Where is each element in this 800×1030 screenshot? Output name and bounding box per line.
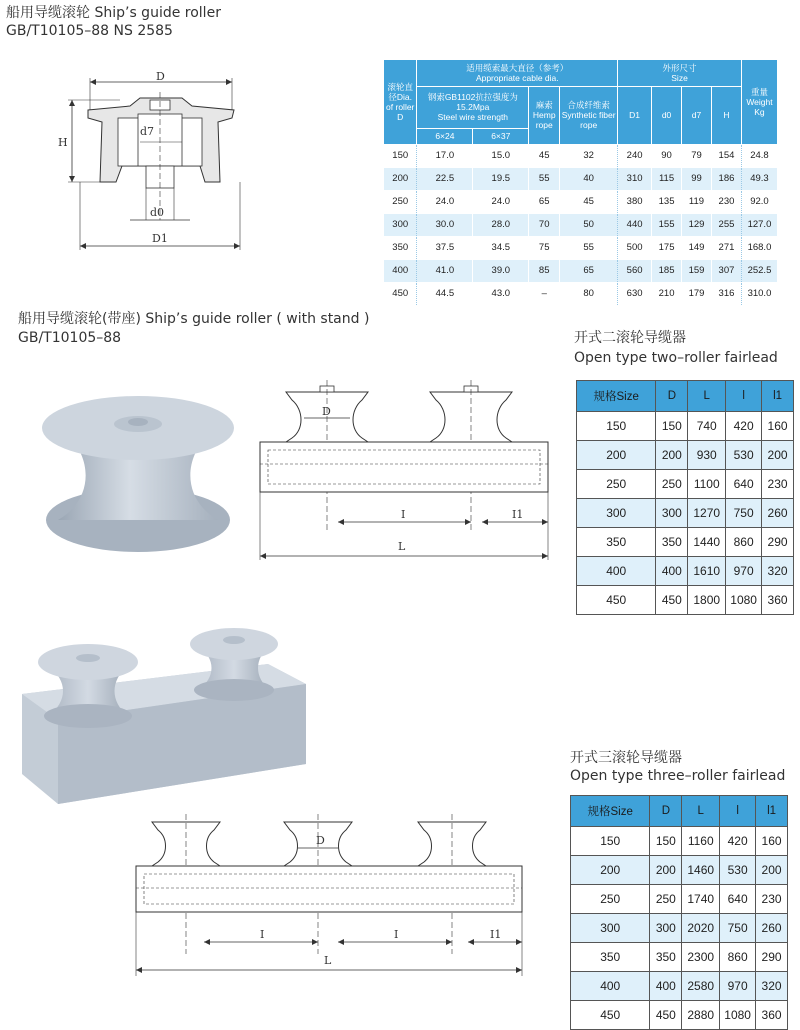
- three_roller-cell: 290: [756, 943, 788, 972]
- header-steel: [417, 86, 529, 128]
- header-steel-cn: 钢索GB1102抗拉强度为15.2Mpa: [427, 92, 518, 112]
- header-synthetic: 合成纤维索Synthetic fiber rope: [560, 86, 618, 144]
- three_roller-cell: 420: [720, 827, 756, 856]
- spec-cell: 65: [529, 190, 560, 213]
- three_roller-cell: 530: [720, 856, 756, 885]
- spec-cell: 41.0: [417, 259, 473, 282]
- three_roller-cell: 200: [571, 856, 650, 885]
- spec-cell: 19.5: [473, 167, 529, 190]
- two_roller-cell: 230: [762, 470, 794, 499]
- spec-cell: 129: [682, 213, 712, 236]
- spec-cell: 44.5: [417, 282, 473, 305]
- spec-cell: 85: [529, 259, 560, 282]
- three_roller-cell: 450: [571, 1001, 650, 1030]
- three_roller-row: [571, 856, 788, 885]
- dim-label-d7: d7: [140, 125, 155, 138]
- three_roller-row: [571, 914, 788, 943]
- two-roller-title-cn: 开式二滚轮导缆器: [574, 330, 686, 346]
- two_roller-cell: 290: [762, 528, 794, 557]
- spec-cell: 316: [711, 282, 741, 305]
- header-d7: d7: [682, 86, 712, 144]
- spec-cell: 24.0: [473, 190, 529, 213]
- three_roller-cell: 160: [756, 827, 788, 856]
- roller-3d-image: [38, 390, 238, 560]
- two_roller-cell: 250: [577, 470, 656, 499]
- three_roller-row: [571, 827, 788, 856]
- spec-cell: 230: [711, 190, 741, 213]
- two_roller-cell: 300: [577, 499, 656, 528]
- spec-cell: 127.0: [741, 213, 777, 236]
- spec-cell: 271: [711, 236, 741, 259]
- two_roller-cell: 1080: [726, 586, 762, 615]
- three-roller-title-en: Open type three–roller fairlead: [570, 768, 786, 784]
- spec-cell: 39.0: [473, 259, 529, 282]
- header-cable-group: [417, 60, 618, 86]
- header-D1: D1: [618, 86, 652, 144]
- two_roller-cell: 260: [762, 499, 794, 528]
- three_roller-header-cell: 规格Size: [571, 796, 650, 827]
- three_roller-cell: 1460: [682, 856, 720, 885]
- two_roller-cell: 160: [762, 412, 794, 441]
- spec-cell: 92.0: [741, 190, 777, 213]
- spec-cell: 115: [652, 167, 682, 190]
- spec-cell: 310.0: [741, 282, 777, 305]
- three-drawing-label-I1: I1: [490, 928, 502, 941]
- spec-cell: 155: [652, 213, 682, 236]
- header-6x24: 6×24: [417, 128, 473, 144]
- three_roller-header-cell: l: [720, 796, 756, 827]
- spec-cell: 37.5: [417, 236, 473, 259]
- spec-row: [384, 236, 778, 259]
- header-size-cn: 外形尺寸: [662, 62, 697, 73]
- three_roller-cell: 230: [756, 885, 788, 914]
- two_roller-cell: 320: [762, 557, 794, 586]
- spec-cell: 168.0: [741, 236, 777, 259]
- spec-cell: 175: [652, 236, 682, 259]
- spec-cell: 150: [384, 144, 417, 167]
- three_roller-cell: 360: [756, 1001, 788, 1030]
- header-6x37: 6×37: [473, 128, 529, 144]
- section1-title: [6, 5, 221, 22]
- three_roller-header-cell: l1: [756, 796, 788, 827]
- three_roller-row: [571, 972, 788, 1001]
- three-drawing-label-I-1: I: [260, 928, 265, 941]
- spec-cell: 24.8: [741, 144, 777, 167]
- roller-section-drawing: [60, 70, 310, 270]
- spec-cell: –: [529, 282, 560, 305]
- two_roller-cell: 750: [726, 499, 762, 528]
- spec-cell: 90: [652, 144, 682, 167]
- spec-cell: 255: [711, 213, 741, 236]
- spec-cell: 70: [529, 213, 560, 236]
- two_roller-cell: 740: [688, 412, 726, 441]
- two_roller-cell: 350: [577, 528, 656, 557]
- three_roller-cell: 200: [756, 856, 788, 885]
- spec-cell: 65: [560, 259, 618, 282]
- section1-standard: GB/T10105–88 NS 2585: [6, 23, 173, 39]
- two_roller-row: [577, 586, 794, 615]
- two_roller-header-cell: L: [688, 381, 726, 412]
- spec-cell: 22.5: [417, 167, 473, 190]
- spec-cell: 179: [682, 282, 712, 305]
- spec-cell: 50: [560, 213, 618, 236]
- three_roller-cell: 750: [720, 914, 756, 943]
- two-drawing-label-I: I: [401, 508, 406, 521]
- two_roller-cell: 150: [656, 412, 688, 441]
- three_roller-cell: 200: [650, 856, 682, 885]
- two_roller-cell: 250: [656, 470, 688, 499]
- spec-cell: 34.5: [473, 236, 529, 259]
- three_roller-cell: 400: [571, 972, 650, 1001]
- two_roller-cell: 970: [726, 557, 762, 586]
- three_roller-header-cell: D: [650, 796, 682, 827]
- spec-cell: 400: [384, 259, 417, 282]
- spec-cell: 75: [529, 236, 560, 259]
- three_roller-row: [571, 885, 788, 914]
- spec-cell: 43.0: [473, 282, 529, 305]
- two-roller-drawing: [258, 380, 558, 570]
- three-drawing-label-D: D: [316, 834, 325, 847]
- two_roller-cell: 300: [656, 499, 688, 528]
- two_roller-cell: 400: [577, 557, 656, 586]
- spec-cell: 450: [384, 282, 417, 305]
- spec-cell: 300: [384, 213, 417, 236]
- two_roller-row: [577, 412, 794, 441]
- three_roller-cell: 350: [571, 943, 650, 972]
- spec-cell: 154: [711, 144, 741, 167]
- three_roller-row: [571, 943, 788, 972]
- three_roller-header-row: [571, 796, 788, 827]
- two-drawing-label-I1: I1: [512, 508, 524, 521]
- two_roller-cell: 400: [656, 557, 688, 586]
- three_roller-cell: 400: [650, 972, 682, 1001]
- header-weight: 重量Weight Kg: [741, 60, 777, 144]
- spec-cell: 45: [560, 190, 618, 213]
- three_roller-cell: 320: [756, 972, 788, 1001]
- spec-cell: 49.3: [741, 167, 777, 190]
- spec-cell: 99: [682, 167, 712, 190]
- three_roller-cell: 150: [650, 827, 682, 856]
- two_roller-header-cell: D: [656, 381, 688, 412]
- section2-standard: GB/T10105–88: [18, 330, 122, 346]
- section2-title-cn: 船用导缆滚轮(带座): [18, 311, 141, 327]
- three-roller-drawing: [134, 814, 534, 984]
- section2-title-en: Ship’s guide roller ( with stand ): [145, 311, 370, 327]
- two_roller-row: [577, 557, 794, 586]
- three_roller-cell: 2580: [682, 972, 720, 1001]
- header-hemp: 麻索Hemp rope: [529, 86, 560, 144]
- spec-cell: 135: [652, 190, 682, 213]
- dim-label-d0: d0: [150, 206, 165, 219]
- spec-cell: 252.5: [741, 259, 777, 282]
- three-roller-table: [570, 795, 788, 1030]
- two_roller-cell: 200: [656, 441, 688, 470]
- three-roller-title-cn: 开式三滚轮导缆器: [570, 750, 682, 766]
- two_roller-cell: 450: [577, 586, 656, 615]
- three_roller-row: [571, 1001, 788, 1030]
- header-steel-en: Steel wire strength: [437, 112, 509, 122]
- header-size-en: Size: [671, 72, 688, 83]
- three_roller-cell: 1160: [682, 827, 720, 856]
- spec-cell: 17.0: [417, 144, 473, 167]
- spec-cell: 350: [384, 236, 417, 259]
- header-cable-group-cn: 适用缆索最大直径（参考）: [466, 62, 569, 73]
- header-roller-dia: 滚轮直径Dia. of roller D: [384, 60, 417, 144]
- two-drawing-label-D: D: [322, 405, 331, 418]
- spec-cell: 250: [384, 190, 417, 213]
- spec-row: [384, 259, 778, 282]
- spec-cell: 210: [652, 282, 682, 305]
- section2-title: [18, 311, 369, 328]
- two_roller-cell: 360: [762, 586, 794, 615]
- spec-cell: 55: [529, 167, 560, 190]
- spec-cell: 380: [618, 190, 652, 213]
- spec-cell: 185: [652, 259, 682, 282]
- header-size-group: [618, 60, 742, 86]
- three-drawing-label-L: L: [324, 954, 332, 967]
- spec-cell: 186: [711, 167, 741, 190]
- two_roller-cell: 1610: [688, 557, 726, 586]
- two_roller-cell: 1800: [688, 586, 726, 615]
- three_roller-cell: 640: [720, 885, 756, 914]
- two-roller-3d-image: [18, 624, 318, 814]
- spec-cell: 240: [618, 144, 652, 167]
- three_roller-cell: 2880: [682, 1001, 720, 1030]
- spec-cell: 40: [560, 167, 618, 190]
- two_roller-row: [577, 441, 794, 470]
- two_roller-cell: 200: [762, 441, 794, 470]
- three_roller-cell: 250: [571, 885, 650, 914]
- spec-row: [384, 190, 778, 213]
- two_roller-cell: 450: [656, 586, 688, 615]
- two_roller-header-row: [577, 381, 794, 412]
- two_roller-cell: 200: [577, 441, 656, 470]
- header-d0: d0: [652, 86, 682, 144]
- spec-row: [384, 282, 778, 305]
- spec-cell: 24.0: [417, 190, 473, 213]
- three_roller-cell: 450: [650, 1001, 682, 1030]
- spec-cell: 30.0: [417, 213, 473, 236]
- three_roller-cell: 300: [650, 914, 682, 943]
- spec-cell: 159: [682, 259, 712, 282]
- two_roller-row: [577, 528, 794, 557]
- two_roller-cell: 1100: [688, 470, 726, 499]
- spec-cell: 119: [682, 190, 712, 213]
- spec-cell: 45: [529, 144, 560, 167]
- spec-row: [384, 144, 778, 167]
- three_roller-cell: 2020: [682, 914, 720, 943]
- three_roller-cell: 970: [720, 972, 756, 1001]
- spec-row: [384, 167, 778, 190]
- dim-label-D1: D1: [152, 232, 168, 245]
- three_roller-cell: 260: [756, 914, 788, 943]
- three-drawing-label-I-2: I: [394, 928, 399, 941]
- two_roller-cell: 640: [726, 470, 762, 499]
- spec-cell: 200: [384, 167, 417, 190]
- three_roller-cell: 250: [650, 885, 682, 914]
- spec-cell: 15.0: [473, 144, 529, 167]
- two_roller-cell: 860: [726, 528, 762, 557]
- two-roller-table: [576, 380, 794, 615]
- three_roller-cell: 2300: [682, 943, 720, 972]
- two_roller-cell: 1270: [688, 499, 726, 528]
- section1-title-cn: 船用导缆滚轮: [6, 5, 90, 21]
- spec-cell: 500: [618, 236, 652, 259]
- dim-label-D: D: [156, 70, 165, 83]
- spec-table: [384, 60, 778, 306]
- two_roller-header-cell: l: [726, 381, 762, 412]
- three_roller-cell: 1740: [682, 885, 720, 914]
- two_roller-row: [577, 499, 794, 528]
- three_roller-cell: 150: [571, 827, 650, 856]
- two_roller-header-cell: 规格Size: [577, 381, 656, 412]
- spec-cell: 32: [560, 144, 618, 167]
- three_roller-cell: 300: [571, 914, 650, 943]
- two-drawing-label-L: L: [398, 540, 406, 553]
- three_roller-cell: 1080: [720, 1001, 756, 1030]
- spec-cell: 307: [711, 259, 741, 282]
- two_roller-cell: 150: [577, 412, 656, 441]
- spec-cell: 630: [618, 282, 652, 305]
- three_roller-cell: 350: [650, 943, 682, 972]
- three_roller-cell: 860: [720, 943, 756, 972]
- two-roller-title-en: Open type two–roller fairlead: [574, 350, 778, 366]
- spec-cell: 79: [682, 144, 712, 167]
- spec-cell: 80: [560, 282, 618, 305]
- spec-cell: 149: [682, 236, 712, 259]
- three_roller-header-cell: L: [682, 796, 720, 827]
- spec-cell: 28.0: [473, 213, 529, 236]
- two_roller-cell: 530: [726, 441, 762, 470]
- spec-cell: 55: [560, 236, 618, 259]
- section1-title-en: Ship’s guide roller: [94, 5, 221, 21]
- spec-cell: 440: [618, 213, 652, 236]
- two_roller-header-cell: l1: [762, 381, 794, 412]
- two_roller-cell: 1440: [688, 528, 726, 557]
- dim-label-H: H: [58, 136, 68, 149]
- header-cable-group-en: Appropriate cable dia.: [475, 72, 559, 83]
- two_roller-cell: 350: [656, 528, 688, 557]
- spec-cell: 560: [618, 259, 652, 282]
- spec-cell: 310: [618, 167, 652, 190]
- header-H: H: [711, 86, 741, 144]
- two_roller-cell: 420: [726, 412, 762, 441]
- spec-row: [384, 213, 778, 236]
- two_roller-row: [577, 470, 794, 499]
- two_roller-cell: 930: [688, 441, 726, 470]
